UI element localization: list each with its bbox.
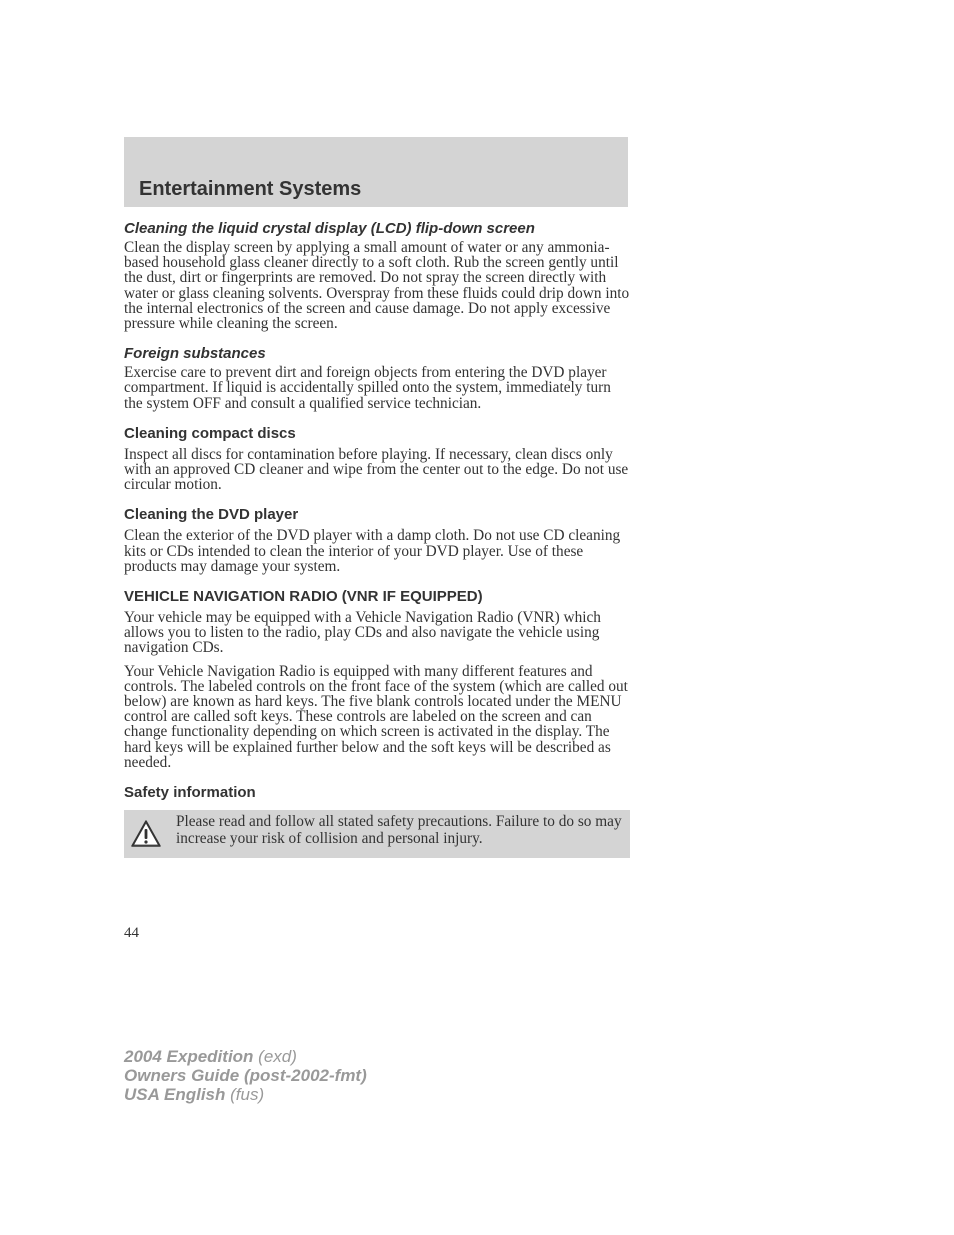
warning-triangle-icon [130, 818, 162, 850]
lcd-text: Clean the display screen by applying a small amount of water or any ammonia-based household glass cleaner directly to a soft cloth. Rub the screen gently until the dust, dirt or fingerprints are removed. Do not spray the screen directly with water or glass cleaning solvents. Overspray from these fluids could drip down into the internal electronics of the screen and cause damage. Do not apply excessive pressure while cleaning the screen. [124, 239, 630, 333]
document-footer [124, 1047, 367, 1104]
page-number: 44 [124, 925, 139, 941]
chapter-header-band [124, 137, 628, 207]
footer-line-3 [124, 1085, 367, 1104]
safety-warning-box [124, 810, 630, 858]
dvd-heading: Cleaning the DVD player [124, 506, 299, 524]
footer-language-code: (fus) [230, 1085, 265, 1104]
footer-line-2 [124, 1066, 367, 1085]
discs-text: Inspect all discs for contamination before playing. If necessary, clean discs only with an approved CD cleaner and wipe from the center out to the edge. Do not use circular motion. [124, 445, 629, 494]
discs-heading: Cleaning compact discs [124, 424, 296, 442]
dvd-text: Clean the exterior of the DVD player with a damp cloth. Do not use CD cleaning kits or CDs intended to clean the interior of your DVD player. Use of these products may damage your system. [124, 527, 621, 575]
vnr-heading: VEHICLE NAVIGATION RADIO (VNR IF EQUIPPED) [124, 588, 483, 606]
safety-warning-text: Please read and follow all stated safety precautions. Failure to do so may increase your risk of collision and personal injury. [176, 813, 622, 847]
lcd-heading: Cleaning the liquid crystal display (LCD) flip-down screen [124, 220, 535, 237]
vnr-text-2: Your Vehicle Navigation Radio is equipped with many different features and controls. The labeled controls on the front face of the system (which are called out below) are known as hard keys. The five blank controls located under the MENU control are called soft keys. These controls are labeled on the screen and can change functionality depending on which screen is activated in the display. The hard keys will be explained further below and the soft keys will be described as needed. [124, 662, 628, 771]
chapter-title: Entertainment Systems [139, 178, 362, 200]
footer-model: 2004 Expedition [124, 1047, 254, 1066]
foreign-heading: Foreign substances [124, 345, 266, 363]
safety-heading: Safety information [124, 784, 256, 802]
footer-language: USA English [124, 1085, 226, 1104]
footer-line-1 [124, 1047, 367, 1066]
footer-guide: Owners Guide (post-2002-fmt) [124, 1066, 367, 1085]
page-content [124, 220, 630, 858]
footer-model-code: (exd) [258, 1047, 297, 1066]
foreign-text: Exercise care to prevent dirt and foreign objects from entering the DVD player compartment. If liquid is accidentally spilled onto the system, immediately turn the system OFF and consult a qualified service technician. [124, 364, 611, 412]
vnr-text-1: Your vehicle may be equipped with a Vehicle Navigation Radio (VNR) which allows you to listen to the radio, play CDs and also navigate the vehicle using navigation CDs. [124, 609, 601, 657]
